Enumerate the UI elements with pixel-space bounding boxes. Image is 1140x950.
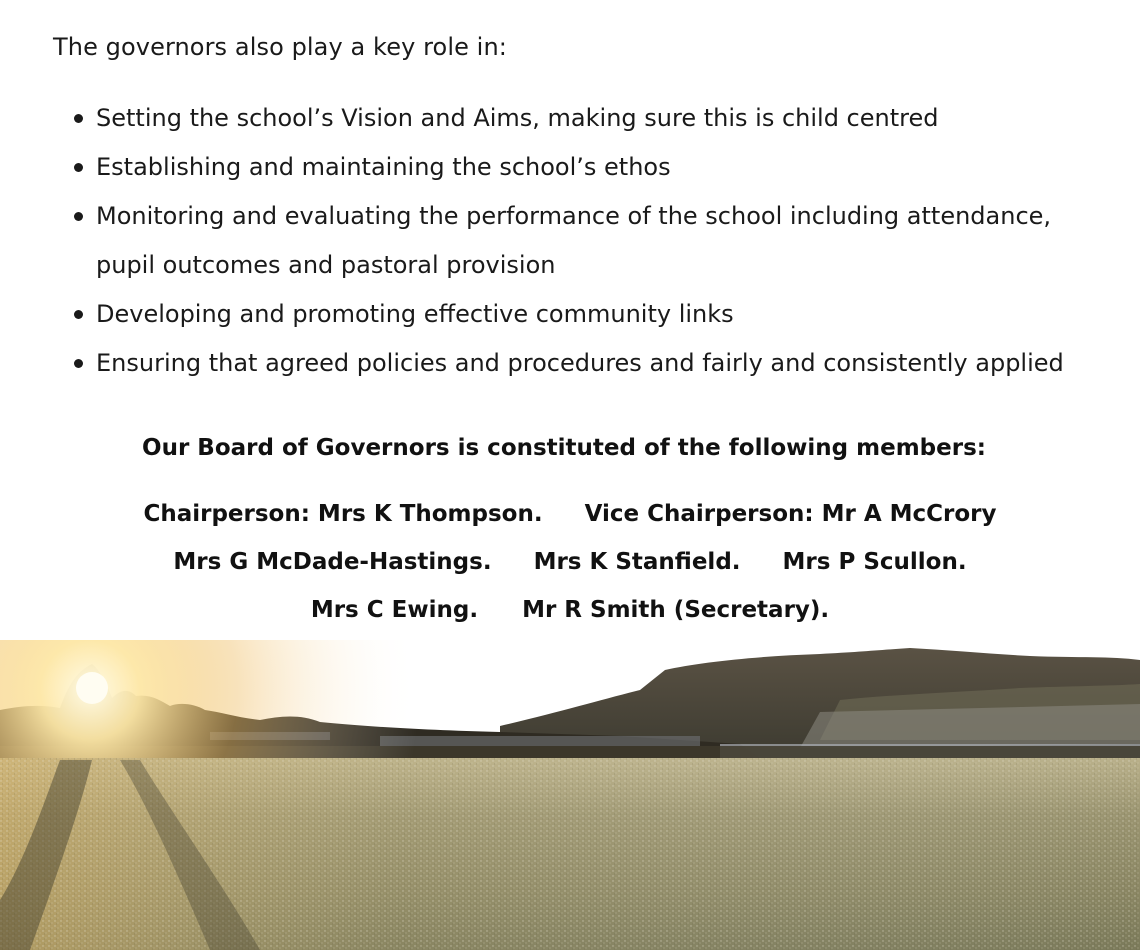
list-item: [70, 94, 1110, 143]
member-secretary: Mr R Smith (Secretary).: [522, 597, 830, 623]
bullet-icon: [74, 359, 83, 368]
board-heading: Our Board of Governors is constituted of the following members:: [142, 435, 986, 461]
roles-list: [70, 94, 1110, 388]
bullet-icon: [74, 114, 83, 123]
landscape-photo: [0, 640, 1140, 950]
members-row: [0, 490, 1140, 538]
member-name: Mrs G McDade-Hastings.: [173, 549, 492, 575]
member-chairperson: Chairperson: Mrs K Thompson.: [143, 501, 543, 527]
intro-text: The governors also play a key role in:: [53, 33, 507, 61]
member-name: Mrs C Ewing.: [310, 597, 479, 623]
list-item: [70, 290, 1110, 339]
list-item: [70, 192, 1110, 290]
member-name: Mrs P Scullon.: [782, 549, 967, 575]
bullet-icon: [74, 212, 83, 221]
list-item: [70, 339, 1110, 388]
role-text: Ensuring that agreed policies and procedures and fairly and consistently applied: [96, 349, 1064, 377]
sun-core: [76, 672, 108, 704]
members-row: [0, 586, 1140, 634]
member-vice-chairperson: Vice Chairperson: Mr A McCrory: [584, 501, 997, 527]
role-text: Monitoring and evaluating the performance of the school including attendance, pupil outcomes and pastoral provision: [96, 202, 1052, 279]
members-row: [0, 538, 1140, 586]
role-text: Setting the school’s Vision and Aims, making sure this is child centred: [96, 104, 939, 132]
list-item: [70, 143, 1110, 192]
role-text: Establishing and maintaining the school’s ethos: [96, 153, 671, 181]
bullet-icon: [74, 310, 83, 319]
board-members: [0, 490, 1140, 634]
member-name: Mrs K Stanfield.: [533, 549, 741, 575]
bullet-icon: [74, 163, 83, 172]
role-text: Developing and promoting effective community links: [96, 300, 734, 328]
